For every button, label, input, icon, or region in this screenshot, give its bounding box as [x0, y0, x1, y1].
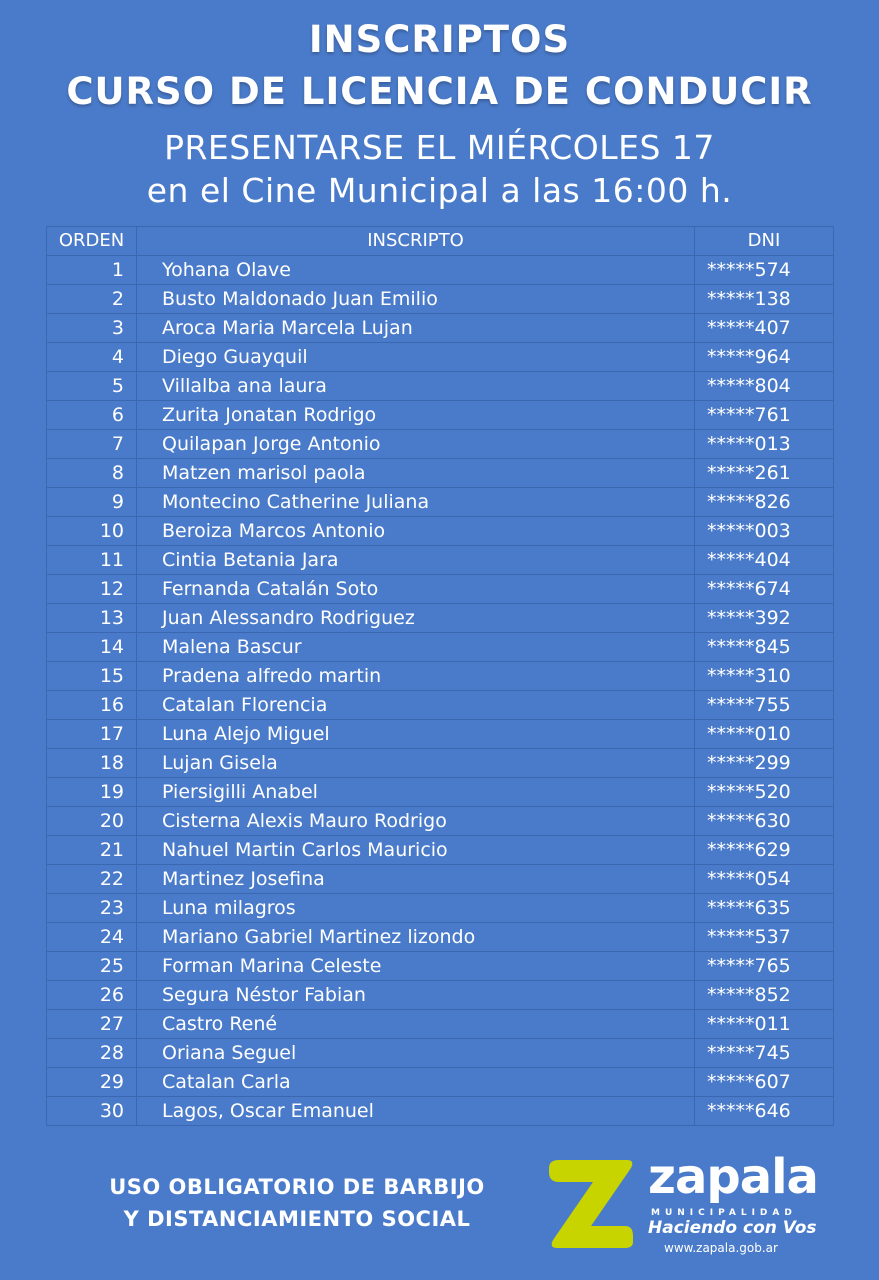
- cell-orden: 17: [47, 720, 137, 749]
- table-row: [47, 981, 834, 1010]
- column-header-orden: ORDEN: [47, 227, 137, 256]
- cell-dni: *****138: [695, 285, 834, 314]
- cell-dni: *****520: [695, 778, 834, 807]
- cell-inscripto: Luna milagros: [137, 894, 695, 923]
- website-text: www.zapala.gob.ar: [664, 1241, 778, 1255]
- cell-dni: *****845: [695, 633, 834, 662]
- cell-orden: 4: [47, 343, 137, 372]
- cell-inscripto: Montecino Catherine Juliana: [137, 488, 695, 517]
- table-row: [47, 488, 834, 517]
- cell-inscripto: Malena Bascur: [137, 633, 695, 662]
- table-row: [47, 1068, 834, 1097]
- cell-inscripto: Villalba ana laura: [137, 372, 695, 401]
- cell-dni: *****013: [695, 430, 834, 459]
- notice-line-2: Y DISTANCIAMIENTO SOCIAL: [123, 1207, 471, 1231]
- table-row: [47, 1039, 834, 1068]
- cell-inscripto: Lujan Gisela: [137, 749, 695, 778]
- table-row: [47, 256, 834, 285]
- cell-orden: 29: [47, 1068, 137, 1097]
- cell-orden: 24: [47, 923, 137, 952]
- cell-inscripto: Luna Alejo Miguel: [137, 720, 695, 749]
- cell-inscripto: Castro René: [137, 1010, 695, 1039]
- cell-orden: 3: [47, 314, 137, 343]
- title-line-1: INSCRIPTOS: [308, 18, 571, 61]
- cell-inscripto: Quilapan Jorge Antonio: [137, 430, 695, 459]
- table-body: [47, 256, 834, 1126]
- table-row: [47, 575, 834, 604]
- table-row: [47, 314, 834, 343]
- table-row: [47, 865, 834, 894]
- table-row: [47, 546, 834, 575]
- cell-inscripto: Busto Maldonado Juan Emilio: [137, 285, 695, 314]
- enrollment-table: [46, 226, 834, 1126]
- cell-inscripto: Diego Guayquil: [137, 343, 695, 372]
- cell-orden: 26: [47, 981, 137, 1010]
- cell-inscripto: Lagos, Oscar Emanuel: [137, 1097, 695, 1126]
- cell-orden: 28: [47, 1039, 137, 1068]
- cell-dni: *****765: [695, 952, 834, 981]
- cell-orden: 7: [47, 430, 137, 459]
- cell-dni: *****392: [695, 604, 834, 633]
- cell-dni: *****574: [695, 256, 834, 285]
- cell-dni: *****964: [695, 343, 834, 372]
- cell-orden: 14: [47, 633, 137, 662]
- cell-inscripto: Matzen marisol paola: [137, 459, 695, 488]
- table-header-row: [47, 227, 834, 256]
- cell-dni: *****646: [695, 1097, 834, 1126]
- table-row: [47, 430, 834, 459]
- cell-inscripto: Oriana Seguel: [137, 1039, 695, 1068]
- cell-inscripto: Cintia Betania Jara: [137, 546, 695, 575]
- cell-inscripto: Catalan Carla: [137, 1068, 695, 1097]
- title-line-2: CURSO DE LICENCIA DE CONDUCIR: [66, 70, 813, 113]
- cell-dni: *****537: [695, 923, 834, 952]
- table-row: [47, 836, 834, 865]
- table-row: [47, 778, 834, 807]
- cell-dni: *****630: [695, 807, 834, 836]
- table-row: [47, 1010, 834, 1039]
- cell-dni: *****826: [695, 488, 834, 517]
- cell-orden: 23: [47, 894, 137, 923]
- cell-inscripto: Nahuel Martin Carlos Mauricio: [137, 836, 695, 865]
- cell-dni: *****261: [695, 459, 834, 488]
- cell-dni: *****629: [695, 836, 834, 865]
- cell-inscripto: Piersigilli Anabel: [137, 778, 695, 807]
- cell-orden: 15: [47, 662, 137, 691]
- cell-orden: 25: [47, 952, 137, 981]
- brand-subtitle: MUNICIPALIDAD: [651, 1208, 797, 1218]
- cell-inscripto: Forman Marina Celeste: [137, 952, 695, 981]
- cell-orden: 21: [47, 836, 137, 865]
- cell-orden: 9: [47, 488, 137, 517]
- table-row: [47, 372, 834, 401]
- cell-inscripto: Catalan Florencia: [137, 691, 695, 720]
- cell-inscripto: Fernanda Catalán Soto: [137, 575, 695, 604]
- table-row: [47, 807, 834, 836]
- table-row: [47, 923, 834, 952]
- cell-dni: *****003: [695, 517, 834, 546]
- cell-inscripto: Segura Néstor Fabian: [137, 981, 695, 1010]
- cell-orden: 13: [47, 604, 137, 633]
- cell-dni: *****299: [695, 749, 834, 778]
- cell-orden: 16: [47, 691, 137, 720]
- table-row: [47, 952, 834, 981]
- table-row: [47, 633, 834, 662]
- table-row: [47, 517, 834, 546]
- cell-dni: *****404: [695, 546, 834, 575]
- table-row: [47, 720, 834, 749]
- table-row: [47, 285, 834, 314]
- cell-orden: 20: [47, 807, 137, 836]
- table-row: [47, 1097, 834, 1126]
- cell-inscripto: Beroiza Marcos Antonio: [137, 517, 695, 546]
- table-row: [47, 401, 834, 430]
- cell-inscripto: Pradena alfredo martin: [137, 662, 695, 691]
- cell-dni: *****755: [695, 691, 834, 720]
- cell-orden: 11: [47, 546, 137, 575]
- table-row: [47, 459, 834, 488]
- table-row: [47, 662, 834, 691]
- cell-orden: 27: [47, 1010, 137, 1039]
- table-row: [47, 691, 834, 720]
- table-row: [47, 343, 834, 372]
- cell-dni: *****745: [695, 1039, 834, 1068]
- cell-dni: *****010: [695, 720, 834, 749]
- cell-inscripto: Martinez Josefina: [137, 865, 695, 894]
- zapala-z-logo-icon: [545, 1156, 637, 1252]
- notice-line-1: USO OBLIGATORIO DE BARBIJO: [109, 1175, 485, 1199]
- cell-dni: *****635: [695, 894, 834, 923]
- cell-orden: 12: [47, 575, 137, 604]
- cell-dni: *****011: [695, 1010, 834, 1039]
- cell-orden: 5: [47, 372, 137, 401]
- brand-name: zapala: [648, 1149, 818, 1205]
- cell-dni: *****607: [695, 1068, 834, 1097]
- cell-orden: 1: [47, 256, 137, 285]
- column-header-dni: DNI: [695, 227, 834, 256]
- cell-orden: 8: [47, 459, 137, 488]
- cell-orden: 2: [47, 285, 137, 314]
- cell-orden: 6: [47, 401, 137, 430]
- table-row: [47, 749, 834, 778]
- cell-inscripto: Cisterna Alexis Mauro Rodrigo: [137, 807, 695, 836]
- cell-orden: 22: [47, 865, 137, 894]
- cell-inscripto: Mariano Gabriel Martinez lizondo: [137, 923, 695, 952]
- cell-dni: *****852: [695, 981, 834, 1010]
- cell-inscripto: Yohana Olave: [137, 256, 695, 285]
- brand-slogan: Haciendo con Vos: [648, 1218, 817, 1238]
- cell-dni: *****674: [695, 575, 834, 604]
- cell-dni: *****310: [695, 662, 834, 691]
- subtitle-line-1: PRESENTARSE EL MIÉRCOLES 17: [164, 128, 715, 167]
- cell-orden: 18: [47, 749, 137, 778]
- cell-orden: 30: [47, 1097, 137, 1126]
- cell-inscripto: Juan Alessandro Rodriguez: [137, 604, 695, 633]
- cell-dni: *****054: [695, 865, 834, 894]
- cell-inscripto: Zurita Jonatan Rodrigo: [137, 401, 695, 430]
- cell-inscripto: Aroca Maria Marcela Lujan: [137, 314, 695, 343]
- cell-dni: *****407: [695, 314, 834, 343]
- column-header-inscripto: INSCRIPTO: [137, 227, 695, 256]
- table-row: [47, 604, 834, 633]
- table-row: [47, 894, 834, 923]
- cell-orden: 10: [47, 517, 137, 546]
- cell-orden: 19: [47, 778, 137, 807]
- subtitle-line-2: en el Cine Municipal a las 16:00 h.: [146, 171, 733, 210]
- cell-dni: *****804: [695, 372, 834, 401]
- cell-dni: *****761: [695, 401, 834, 430]
